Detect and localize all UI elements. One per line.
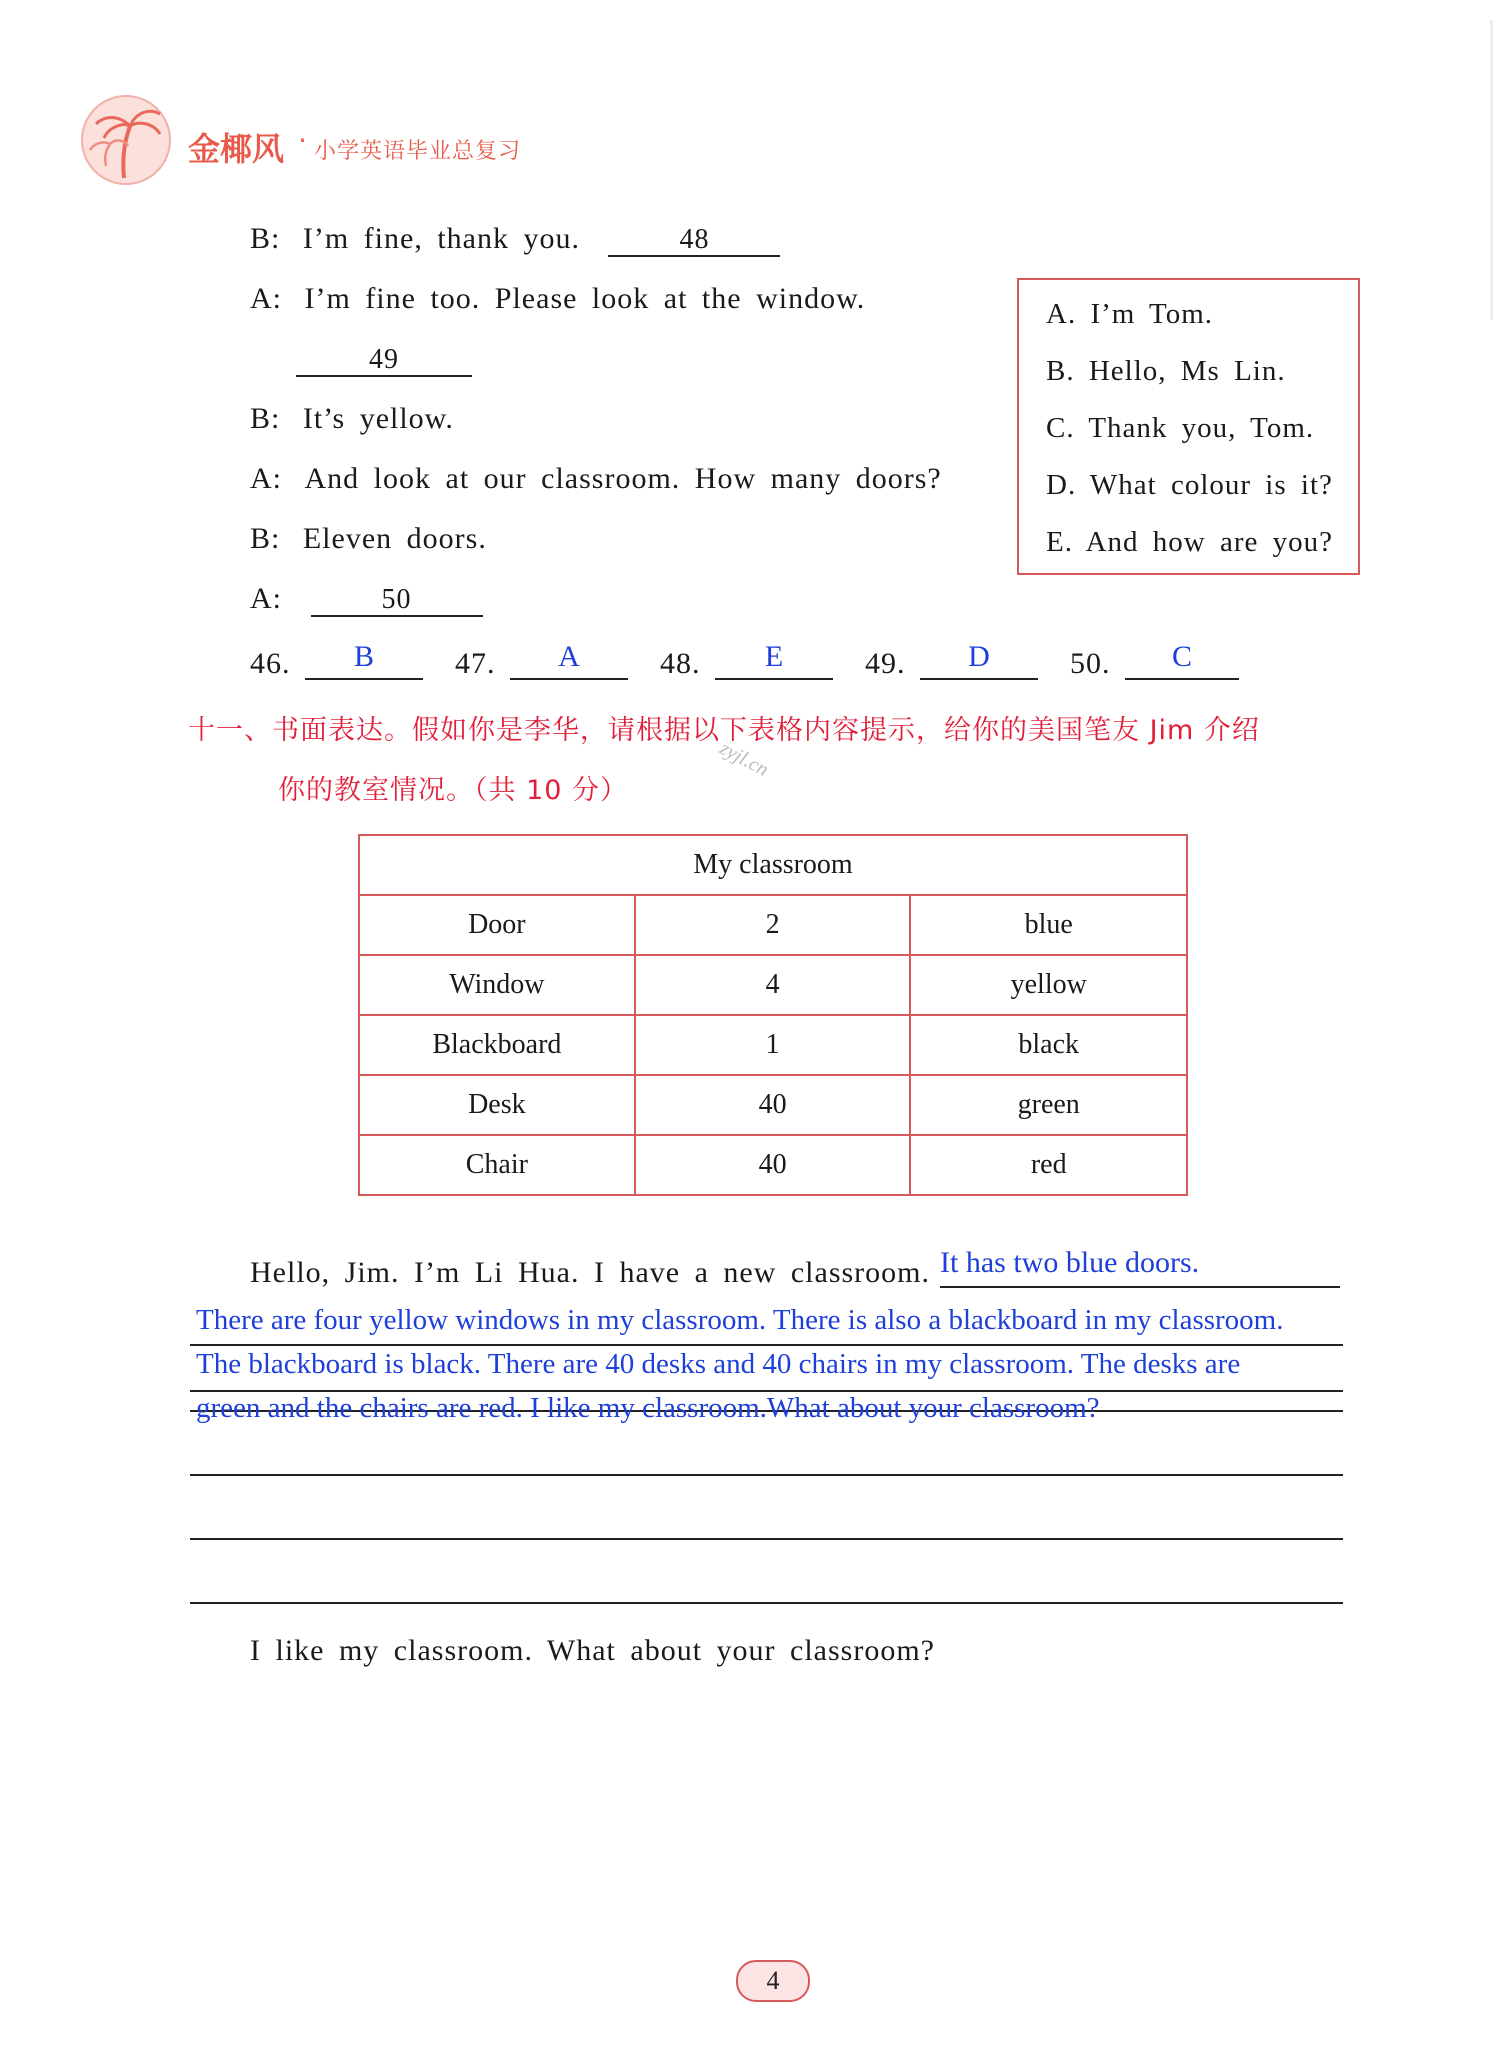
answer-blank-47: [510, 678, 628, 680]
answer-blank-48: [715, 678, 833, 680]
table-row: [359, 955, 1187, 1015]
dialogue-line-49: 49: [296, 342, 472, 377]
table-cell: 1: [635, 1015, 911, 1075]
option-c: C. Thank you, Tom.: [1046, 412, 1315, 444]
table-cell: 2: [635, 895, 911, 955]
table-cell: Window: [359, 955, 635, 1015]
section-11-title-cont: 你的教室情况。（共 10 分）: [278, 775, 629, 806]
table-cell: Chair: [359, 1135, 635, 1195]
table-cell: Door: [359, 895, 635, 955]
options-box: [1017, 278, 1360, 575]
scan-edge: [1490, 20, 1493, 320]
essay-hand-line-3: The blackboard is black. There are 40 desks and 40 chairs in my classroom. The desks are: [196, 1348, 1241, 1380]
table-cell: yellow: [910, 955, 1187, 1015]
answer-49: D: [968, 640, 990, 673]
dialogue-line-48: B: I’m fine, thank you. 48: [250, 222, 780, 257]
page-number: 4: [736, 1960, 810, 2002]
palm-logo-icon: [78, 92, 178, 188]
essay-opening: Hello, Jim. I’m Li Hua. I have a new classroom.: [250, 1256, 931, 1289]
table-cell: 40: [635, 1135, 911, 1195]
essay-first-line: [940, 1286, 1340, 1288]
table-row: [359, 895, 1187, 955]
table-row: [359, 1015, 1187, 1075]
answer-48: E: [764, 640, 784, 673]
table-cell: green: [910, 1075, 1187, 1135]
classroom-table: [358, 834, 1188, 1196]
brand-name: 金椰风: [188, 130, 285, 168]
answer-50: C: [1171, 640, 1192, 673]
dialogue-line-eleven: B: Eleven doors.: [250, 522, 487, 555]
essay-closing: I like my classroom. What about your classroom?: [250, 1634, 935, 1667]
table-cell: Desk: [359, 1075, 635, 1135]
table-cell: black: [910, 1015, 1187, 1075]
writing-line: [190, 1344, 1343, 1346]
answer-blank-50: [1125, 678, 1239, 680]
dialogue-line-yellow: B: It’s yellow.: [250, 402, 454, 435]
table-row: [359, 1075, 1187, 1135]
brand-dot: ·: [298, 124, 307, 157]
essay-hand-line-4: green and the chairs are red. I like my classroom.What about your classroom?: [196, 1392, 1100, 1424]
option-d: D. What colour is it?: [1046, 469, 1333, 501]
section-11-title: 十一、书面表达。假如你是李华，请根据以下表格内容提示，给你的美国笔友 Jim 介绍: [188, 715, 1260, 746]
answer-blank-49: [920, 678, 1038, 680]
table-cell: blue: [910, 895, 1187, 955]
table-cell: 40: [635, 1075, 911, 1135]
table-cell: red: [910, 1135, 1187, 1195]
writing-line: [190, 1538, 1343, 1540]
table-caption-row: [359, 835, 1187, 895]
answer-num-50: 50.: [1070, 647, 1111, 680]
answer-47: A: [558, 640, 580, 673]
table-caption: My classroom: [359, 835, 1187, 895]
essay-hand-line-2: There are four yellow windows in my classroom. There is also a blackboard in my classroom.: [196, 1304, 1284, 1336]
essay-hand-line-1: It has two blue doors.: [940, 1246, 1200, 1279]
table-cell: 4: [635, 955, 911, 1015]
answer-num-47: 47.: [455, 647, 496, 680]
table-row: [359, 1135, 1187, 1195]
option-e: E. And how are you?: [1046, 526, 1334, 558]
option-a: A. I’m Tom.: [1046, 298, 1214, 330]
answer-46: B: [353, 640, 374, 673]
answer-blank-46: [305, 678, 423, 680]
book-subtitle: 小学英语毕业总复习: [314, 139, 522, 164]
option-b: B. Hello, Ms Lin.: [1046, 355, 1286, 387]
answer-num-48: 48.: [660, 647, 701, 680]
dialogue-line-doors: A: And look at our classroom. How many doors?: [250, 462, 942, 495]
table-cell: Blackboard: [359, 1015, 635, 1075]
writing-line: [190, 1602, 1343, 1604]
answer-num-49: 49.: [865, 647, 906, 680]
answer-num-46: 46.: [250, 647, 291, 680]
dialogue-line-window: A: I’m fine too. Please look at the window.: [250, 282, 866, 315]
writing-line: [190, 1474, 1343, 1476]
dialogue-line-50: A: 50: [250, 582, 483, 617]
watermark: zyjl.cn: [716, 737, 773, 781]
